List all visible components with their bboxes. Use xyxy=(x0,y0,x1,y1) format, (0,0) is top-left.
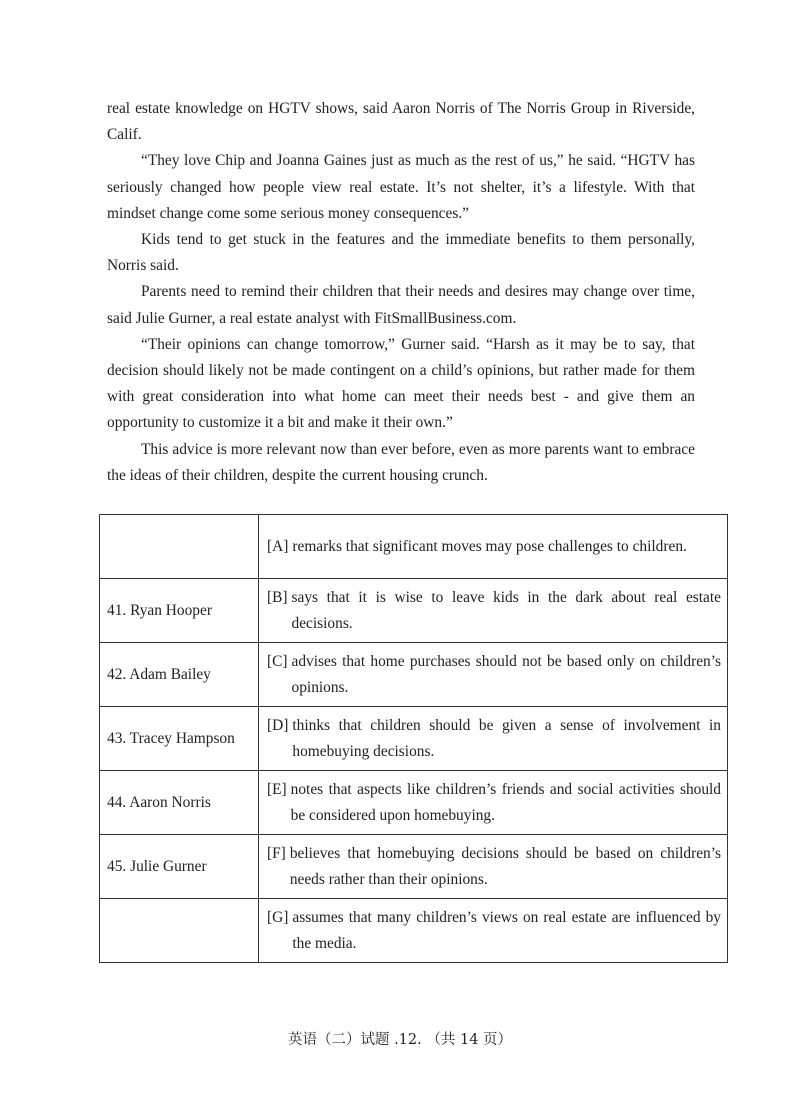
option-cell xyxy=(259,771,728,835)
person-name: 44. Aaron Norris xyxy=(100,771,259,835)
option-letter: [A] xyxy=(267,537,289,555)
option-text: assumes that many children’s views on real estate are influenced by the media. xyxy=(292,908,721,952)
table-row xyxy=(100,835,728,899)
table-row xyxy=(100,579,728,643)
page-footer: 英语（二）试题 .12. （共 14 页） xyxy=(287,1032,513,1048)
option-letter: [E] xyxy=(267,780,287,798)
option-cell xyxy=(259,579,728,643)
option-cell xyxy=(259,515,728,579)
option-letter: [B] xyxy=(267,588,288,606)
table-row xyxy=(100,899,728,963)
option-text: notes that aspects like children’s friends and social activities should be considered upon homebuying. xyxy=(290,780,721,824)
option-letter: [F] xyxy=(267,844,286,862)
passage-paragraph: “Their opinions can change tomorrow,” Gurner said. “Harsh as it may be to say, that decision should likely not be made contingent on a child’s opinions, but rather made for them with great consideration into what home can meet their needs best - and give them an opportunity to customize it a bit and make it their own.” xyxy=(107,335,695,432)
option-cell xyxy=(259,643,728,707)
option-text: remarks that significant moves may pose challenges to children. xyxy=(292,537,687,555)
option-text: advises that home purchases should not be based only on children’s opinions. xyxy=(291,652,721,696)
option-text: believes that homebuying decisions should be based on children’s needs rather than their opinions. xyxy=(289,844,721,888)
person-name: 43. Tracey Hampson xyxy=(100,707,259,771)
option-letter: [C] xyxy=(267,652,288,670)
option-cell xyxy=(259,899,728,963)
matching-table xyxy=(99,514,728,963)
option-letter: [G] xyxy=(267,908,289,926)
table-row xyxy=(100,771,728,835)
passage-paragraph: real estate knowledge on HGTV shows, said Aaron Norris of The Norris Group in Riverside, Calif. xyxy=(107,100,695,144)
passage-paragraph: Parents need to remind their children that their needs and desires may change over time, said Julie Gurner, a real estate analyst with FitSmallBusiness.com. xyxy=(107,283,695,327)
option-letter: [D] xyxy=(267,716,289,734)
passage-paragraph: Kids tend to get stuck in the features and the immediate benefits to them personally, Norris said. xyxy=(107,231,695,275)
option-text: says that it is wise to leave kids in the dark about real estate decisions. xyxy=(291,588,721,632)
person-name: 45. Julie Gurner xyxy=(100,835,259,899)
reading-passage xyxy=(107,96,695,489)
table-row xyxy=(100,707,728,771)
person-name xyxy=(100,899,259,963)
option-cell xyxy=(259,707,728,771)
person-name: 41. Ryan Hooper xyxy=(100,579,259,643)
passage-paragraph: This advice is more relevant now than ever before, even as more parents want to embrace the ideas of their children, despite the current housing crunch. xyxy=(107,440,695,484)
person-name xyxy=(100,515,259,579)
option-cell xyxy=(259,835,728,899)
table-row xyxy=(100,515,728,579)
table-row xyxy=(100,643,728,707)
person-name: 42. Adam Bailey xyxy=(100,643,259,707)
option-text: thinks that children should be given a sense of involvement in homebuying decisions. xyxy=(292,716,721,760)
passage-paragraph: “They love Chip and Joanna Gaines just as much as the rest of us,” he said. “HGTV has seriously changed how people view real estate. It’s not shelter, it’s a lifestyle. With that mindset change come some serious money consequences.” xyxy=(107,152,695,222)
